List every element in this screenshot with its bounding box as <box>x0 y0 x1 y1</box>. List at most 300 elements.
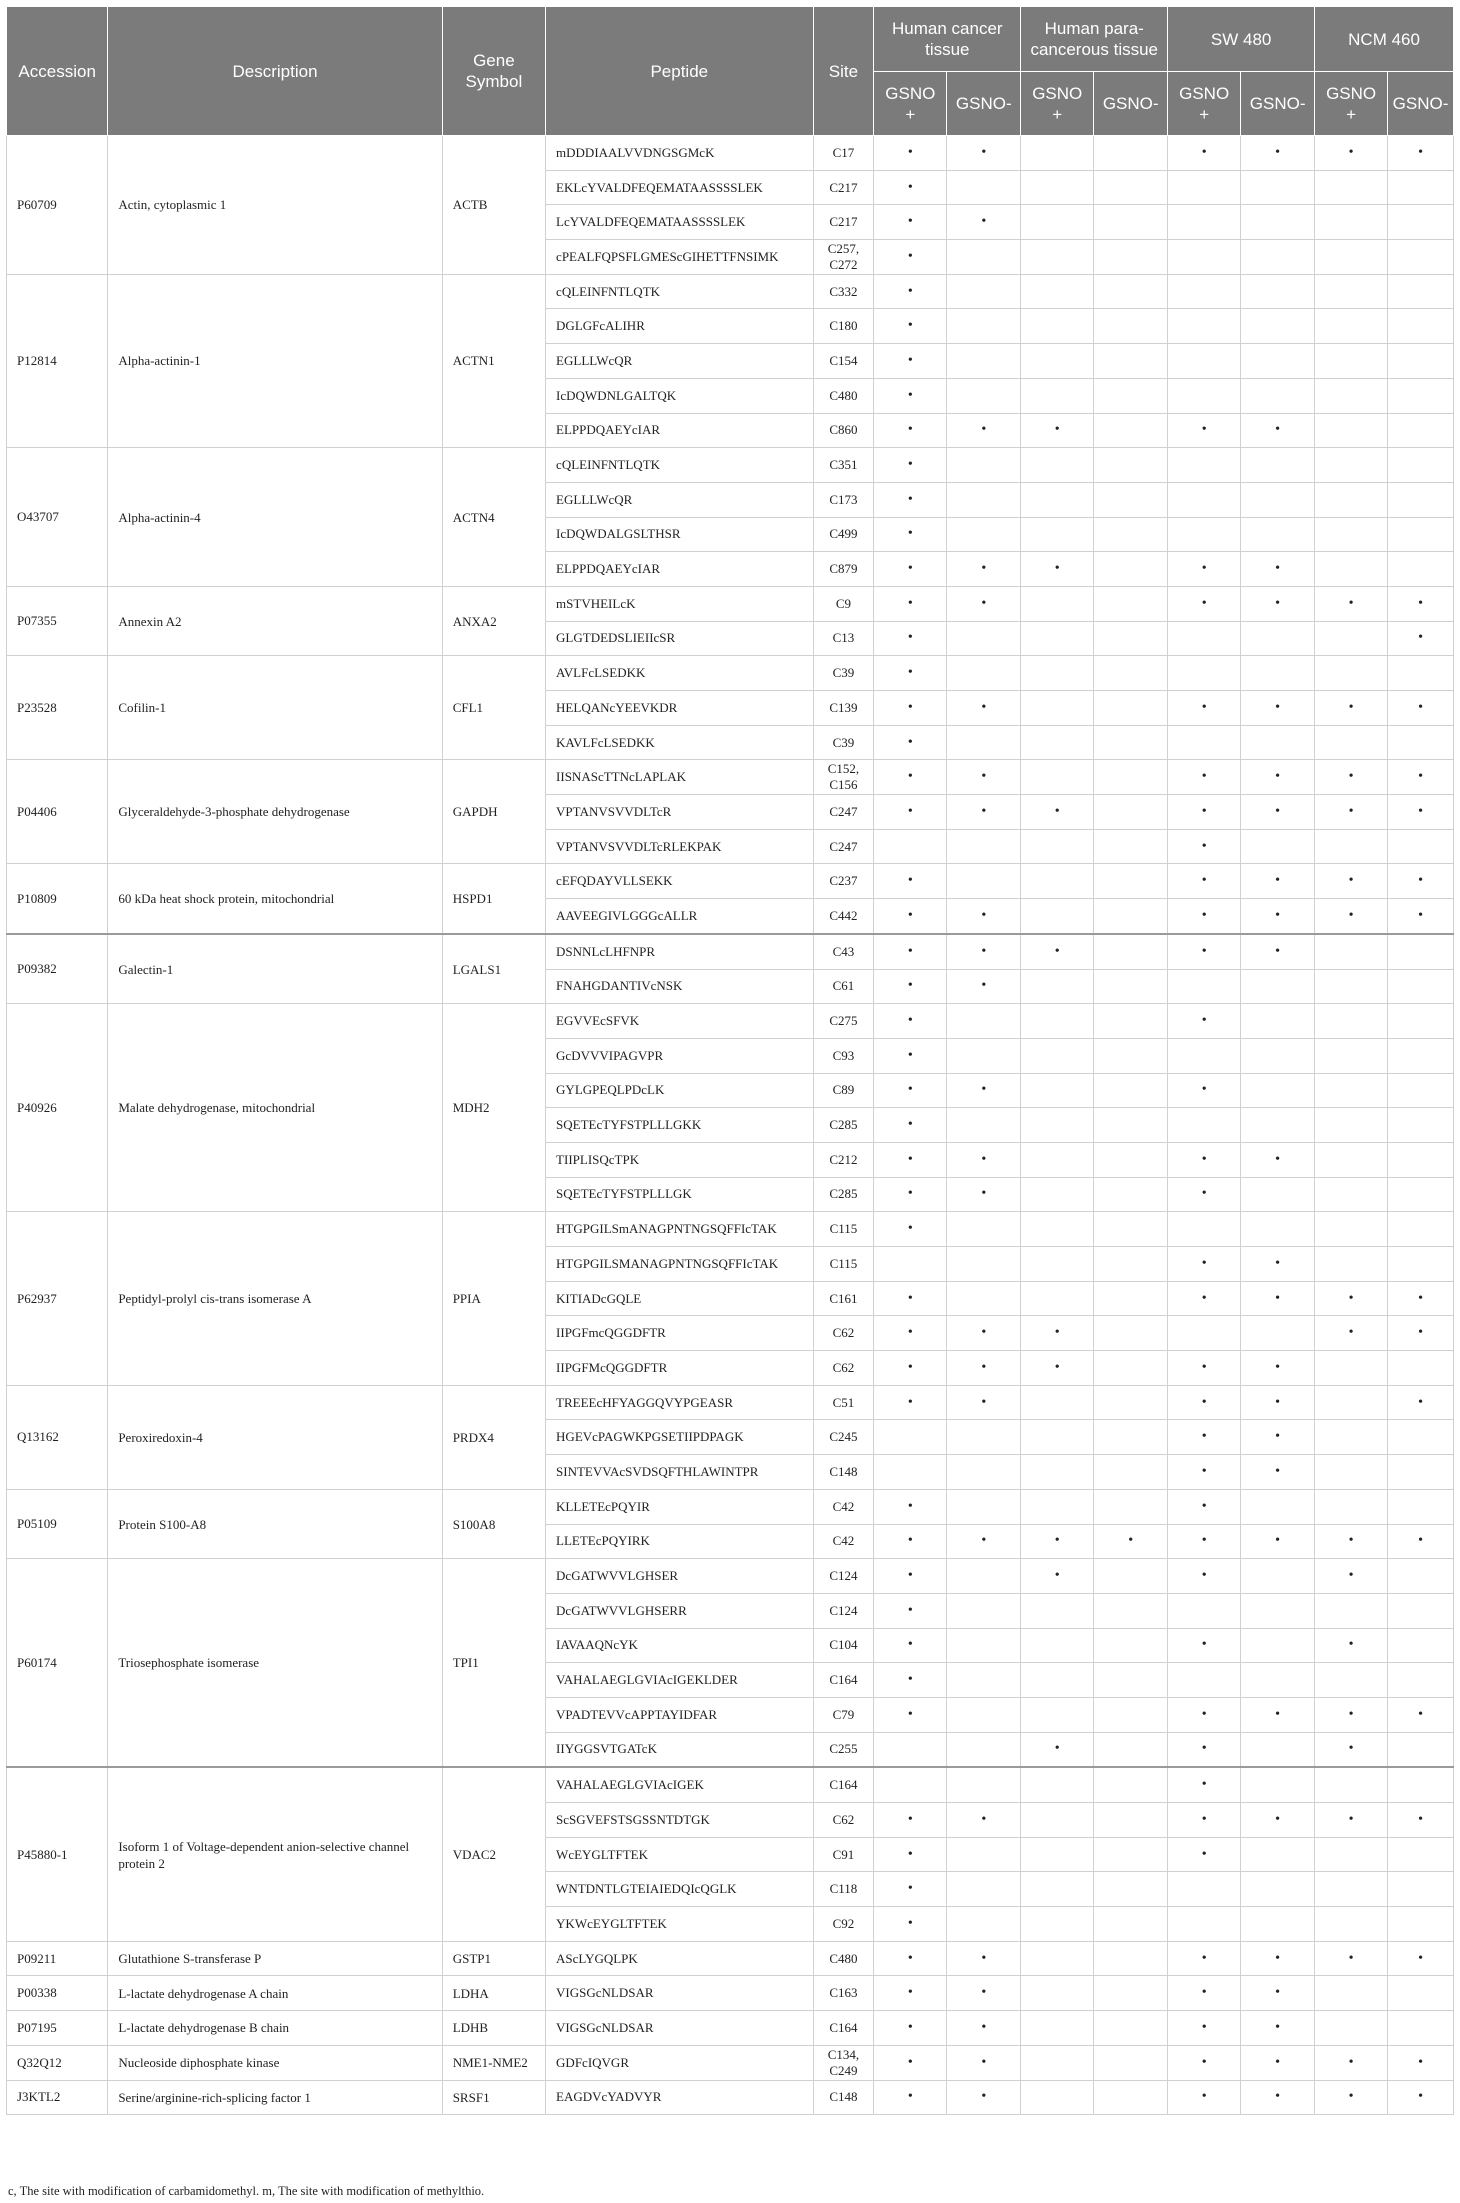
detection-cell <box>1021 1316 1094 1351</box>
detection-cell <box>1241 1559 1315 1594</box>
detection-cell <box>947 1385 1021 1420</box>
table-row <box>7 448 1454 483</box>
detection-cell <box>1315 1732 1388 1767</box>
detection-cell <box>1241 1316 1315 1351</box>
peptide-cell: mSTVHEILcK <box>546 586 814 621</box>
site-cell: C17 <box>813 136 874 171</box>
site-cell: C118 <box>813 1872 874 1907</box>
detection-cell <box>1168 240 1241 275</box>
detection-cell <box>1388 1907 1454 1942</box>
detection-cell <box>1168 517 1241 552</box>
table-row <box>7 1941 1454 1976</box>
gene-symbol-cell: LGALS1 <box>442 934 545 1004</box>
detection-cell <box>1388 1108 1454 1143</box>
detected-marker: • <box>981 907 987 923</box>
detection-cell <box>1168 829 1241 864</box>
detection-cell <box>1388 1004 1454 1039</box>
detection-cell <box>1021 205 1094 240</box>
detected-marker: • <box>1418 699 1423 715</box>
site-cell: C217 <box>813 205 874 240</box>
site-cell: C152, C156 <box>813 760 874 795</box>
detection-cell <box>1021 760 1094 795</box>
table-row <box>7 1767 1454 1802</box>
detected-marker: • <box>1201 422 1207 438</box>
accession-cell: P07355 <box>7 586 108 655</box>
accession-cell: P04406 <box>7 760 108 864</box>
detection-cell <box>1168 1663 1241 1698</box>
peptide-cell: IcDQWDALGSLTHSR <box>546 517 814 552</box>
detection-cell <box>1241 2080 1315 2115</box>
detection-cell <box>1388 1247 1454 1282</box>
detection-cell <box>1168 552 1241 587</box>
detected-marker: • <box>907 283 913 299</box>
detection-cell <box>1315 656 1388 691</box>
detection-cell <box>874 1004 947 1039</box>
detection-cell <box>1241 448 1315 483</box>
detection-cell <box>1094 1941 1168 1976</box>
detected-marker: • <box>1418 1394 1423 1410</box>
peptide-cell: VIGSGcNLDSAR <box>546 2011 814 2046</box>
peptide-cell: KITIADcGQLE <box>546 1281 814 1316</box>
detection-cell <box>1168 378 1241 413</box>
detection-cell <box>1168 136 1241 171</box>
detection-cell <box>1094 1385 1168 1420</box>
detected-marker: • <box>907 1325 913 1341</box>
detection-cell <box>1241 1524 1315 1559</box>
detection-cell <box>1021 309 1094 344</box>
detection-cell <box>1241 691 1315 726</box>
gene-symbol-cell: SRSF1 <box>442 2080 545 2115</box>
detection-cell <box>1021 586 1094 621</box>
detected-marker: • <box>1201 1741 1207 1757</box>
detection-cell <box>1315 1073 1388 1108</box>
detection-cell <box>1168 691 1241 726</box>
detected-marker: • <box>1275 2054 1281 2070</box>
detection-cell <box>1241 170 1315 205</box>
detected-marker: • <box>981 2089 987 2105</box>
detection-cell <box>1241 899 1315 934</box>
detected-marker: • <box>1201 2089 1207 2105</box>
detected-marker: • <box>907 978 913 994</box>
detection-cell <box>947 205 1021 240</box>
detection-cell <box>1241 1803 1315 1838</box>
detected-marker: • <box>1275 2089 1281 2105</box>
table-row <box>7 760 1454 795</box>
peptide-cell: AAVEEGIVLGGGcALLR <box>546 899 814 934</box>
detected-marker: • <box>1348 803 1354 819</box>
detection-cell <box>1241 969 1315 1004</box>
detection-cell <box>1021 621 1094 656</box>
detection-cell <box>1021 1837 1094 1872</box>
detection-cell <box>1021 1489 1094 1524</box>
header-peptide: Peptide <box>546 7 814 136</box>
site-cell: C255 <box>813 1732 874 1767</box>
site-cell: C442 <box>813 899 874 934</box>
detection-cell <box>1241 1385 1315 1420</box>
detection-cell <box>1241 1907 1315 1942</box>
header-site: Site <box>813 7 874 136</box>
table-row <box>7 1559 1454 1594</box>
description-cell: Annexin A2 <box>108 586 442 655</box>
detected-marker: • <box>1054 561 1060 577</box>
detected-marker: • <box>1201 1429 1207 1445</box>
detected-marker: • <box>1275 1811 1281 1827</box>
peptide-cell: ELPPDQAEYcIAR <box>546 413 814 448</box>
detected-marker: • <box>907 1533 913 1549</box>
detection-cell <box>947 378 1021 413</box>
gene-symbol-cell: LDHA <box>442 1976 545 2011</box>
peptide-cell: cPEALFQPSFLGMEScGIHETTFNSIMK <box>546 240 814 275</box>
accession-cell: P60174 <box>7 1559 108 1768</box>
detection-cell <box>1021 1351 1094 1386</box>
detection-cell <box>1168 2011 1241 2046</box>
description-cell: L-lactate dehydrogenase B chain <box>108 2011 442 2046</box>
detection-cell <box>1168 1593 1241 1628</box>
peptide-cell: LLETEcPQYIRK <box>546 1524 814 1559</box>
detection-cell <box>1021 378 1094 413</box>
detection-cell <box>1021 1524 1094 1559</box>
detected-marker: • <box>907 2019 913 2035</box>
detected-marker: • <box>1201 1151 1207 1167</box>
detected-marker: • <box>1418 144 1423 160</box>
detection-cell <box>874 691 947 726</box>
detection-cell <box>1021 934 1094 969</box>
detection-cell <box>874 1767 947 1802</box>
detection-cell <box>1168 725 1241 760</box>
detection-cell <box>1315 448 1388 483</box>
detected-marker: • <box>1275 1255 1281 1271</box>
detection-cell <box>1241 656 1315 691</box>
detection-cell <box>1094 829 1168 864</box>
accession-cell: P07195 <box>7 2011 108 2046</box>
detected-marker: • <box>907 248 913 264</box>
detection-cell <box>947 413 1021 448</box>
site-cell: C164 <box>813 2011 874 2046</box>
detection-cell <box>1241 725 1315 760</box>
detection-cell <box>1168 1108 1241 1143</box>
header-gsno-plus: GSNO + <box>1168 72 1241 136</box>
detection-cell <box>1168 1420 1241 1455</box>
detected-marker: • <box>907 1117 913 1133</box>
detection-cell <box>874 1837 947 1872</box>
detected-marker: • <box>981 1082 987 1098</box>
accession-cell: P23528 <box>7 656 108 760</box>
detection-cell <box>1388 969 1454 1004</box>
detection-cell <box>1241 1420 1315 1455</box>
peptide-cell: HTGPGILSMANAGPNTNGSQFFIcTAK <box>546 1247 814 1282</box>
detection-cell <box>947 1489 1021 1524</box>
detection-cell <box>1315 1420 1388 1455</box>
detected-marker: • <box>981 769 987 785</box>
peptide-cell: GYLGPEQLPDcLK <box>546 1073 814 1108</box>
detection-cell <box>1021 1247 1094 1282</box>
detected-marker: • <box>1201 2054 1207 2070</box>
table-row <box>7 2080 1454 2115</box>
detected-marker: • <box>1201 1846 1207 1862</box>
detection-cell <box>874 934 947 969</box>
detected-marker: • <box>981 1359 987 1375</box>
detection-cell <box>1388 586 1454 621</box>
peptide-cell: IISNAScTTNcLAPLAK <box>546 760 814 795</box>
detected-marker: • <box>907 1985 913 2001</box>
detection-cell <box>1021 1732 1094 1767</box>
detection-cell <box>1388 344 1454 379</box>
detection-cell <box>1241 378 1315 413</box>
detection-cell <box>1168 1628 1241 1663</box>
detection-cell <box>947 691 1021 726</box>
detection-cell <box>947 309 1021 344</box>
detection-cell <box>1315 829 1388 864</box>
detection-cell <box>1168 2045 1241 2080</box>
detection-cell <box>1241 1212 1315 1247</box>
detection-cell <box>1021 1907 1094 1942</box>
site-cell: C154 <box>813 344 874 379</box>
table-row <box>7 1004 1454 1039</box>
detection-cell <box>1021 482 1094 517</box>
table-row <box>7 864 1454 899</box>
accession-cell: P45880-1 <box>7 1767 108 1941</box>
site-cell: C879 <box>813 552 874 587</box>
description-cell: Galectin-1 <box>108 934 442 1004</box>
detection-cell <box>1315 344 1388 379</box>
detected-marker: • <box>1275 1151 1281 1167</box>
detection-cell <box>874 240 947 275</box>
detection-cell <box>1315 1872 1388 1907</box>
detection-cell <box>1094 969 1168 1004</box>
detection-cell <box>874 621 947 656</box>
detection-cell <box>1315 1489 1388 1524</box>
detection-cell <box>1168 482 1241 517</box>
detection-cell <box>874 1420 947 1455</box>
accession-cell: P62937 <box>7 1212 108 1385</box>
site-cell: C285 <box>813 1177 874 1212</box>
detection-cell <box>1168 1455 1241 1490</box>
detection-cell <box>947 829 1021 864</box>
detected-marker: • <box>1275 873 1281 889</box>
detection-cell <box>1388 691 1454 726</box>
detection-cell <box>1094 864 1168 899</box>
detection-cell <box>874 1177 947 1212</box>
detection-cell <box>947 1732 1021 1767</box>
detection-cell <box>1388 1732 1454 1767</box>
detected-marker: • <box>981 978 987 994</box>
detected-marker: • <box>907 803 913 819</box>
detection-cell <box>1315 2045 1388 2080</box>
detection-cell <box>1021 1593 1094 1628</box>
detected-marker: • <box>907 1637 913 1653</box>
detection-cell <box>947 586 1021 621</box>
site-cell: C180 <box>813 309 874 344</box>
peptide-cell: ScSGVEFSTSGSSNTDTGK <box>546 1803 814 1838</box>
table-row <box>7 274 1454 309</box>
site-cell: C480 <box>813 1941 874 1976</box>
detected-marker: • <box>1348 1637 1354 1653</box>
detection-cell <box>1241 621 1315 656</box>
gene-symbol-cell: GSTP1 <box>442 1941 545 1976</box>
detection-cell <box>874 2011 947 2046</box>
detection-cell <box>1094 1351 1168 1386</box>
detection-cell <box>1241 795 1315 830</box>
site-cell: C9 <box>813 586 874 621</box>
site-cell: C285 <box>813 1108 874 1143</box>
detection-cell <box>1094 1004 1168 1039</box>
detection-cell <box>874 1872 947 1907</box>
detection-cell <box>1241 1038 1315 1073</box>
detection-cell <box>874 725 947 760</box>
detection-cell <box>947 1073 1021 1108</box>
detection-cell <box>947 2045 1021 2080</box>
detection-cell <box>1021 2045 1094 2080</box>
site-cell: C91 <box>813 1837 874 1872</box>
detected-marker: • <box>907 1498 913 1514</box>
detection-cell <box>1241 2011 1315 2046</box>
detected-marker: • <box>907 1672 913 1688</box>
detection-cell <box>1094 344 1168 379</box>
detection-cell <box>1094 1108 1168 1143</box>
detected-marker: • <box>981 561 987 577</box>
site-cell: C62 <box>813 1316 874 1351</box>
detection-cell <box>1168 969 1241 1004</box>
detection-cell <box>1315 1177 1388 1212</box>
detection-cell <box>947 1976 1021 2011</box>
detection-cell <box>1388 1872 1454 1907</box>
detected-marker: • <box>907 1290 913 1306</box>
detection-cell <box>1315 691 1388 726</box>
detection-cell <box>874 2045 947 2080</box>
detection-cell <box>1388 552 1454 587</box>
peptide-cell: SINTEVVAcSVDSQFTHLAWINTPR <box>546 1455 814 1490</box>
detection-cell <box>1315 621 1388 656</box>
detection-cell <box>1168 1872 1241 1907</box>
detection-cell <box>1315 1524 1388 1559</box>
detected-marker: • <box>1201 1533 1207 1549</box>
detection-cell <box>1315 1559 1388 1594</box>
detection-cell <box>1168 1907 1241 1942</box>
site-cell: C860 <box>813 413 874 448</box>
detection-cell <box>874 1351 947 1386</box>
detected-marker: • <box>907 179 913 195</box>
detection-cell <box>1388 1663 1454 1698</box>
detected-marker: • <box>1201 1359 1207 1375</box>
peptide-cell: HTGPGILSmANAGPNTNGSQFFIcTAK <box>546 1212 814 1247</box>
detected-marker: • <box>907 1881 913 1897</box>
peptide-cell: GDFcIQVGR <box>546 2045 814 2080</box>
detected-marker: • <box>981 1811 987 1827</box>
detection-cell <box>1241 934 1315 969</box>
gene-symbol-cell: NME1-NME2 <box>442 2045 545 2080</box>
detected-marker: • <box>1418 1706 1423 1722</box>
detected-marker: • <box>907 595 913 611</box>
detected-marker: • <box>1275 769 1281 785</box>
detected-marker: • <box>1348 699 1354 715</box>
site-cell: C115 <box>813 1247 874 1282</box>
peptide-cell: VPADTEVVcAPPTAYIDFAR <box>546 1697 814 1732</box>
detected-marker: • <box>981 1394 987 1410</box>
detection-cell <box>1388 1559 1454 1594</box>
detection-cell <box>1021 899 1094 934</box>
detected-marker: • <box>907 1602 913 1618</box>
detection-cell <box>1315 205 1388 240</box>
detected-marker: • <box>1275 1290 1281 1306</box>
detection-cell <box>1094 1455 1168 1490</box>
detected-marker: • <box>1348 1741 1354 1757</box>
peptide-cell: KAVLFcLSEDKK <box>546 725 814 760</box>
detection-cell <box>1094 205 1168 240</box>
detection-cell <box>1315 1385 1388 1420</box>
detection-cell <box>1021 1108 1094 1143</box>
detected-marker: • <box>907 1151 913 1167</box>
peptide-cell: SQETEcTYFSTPLLLGK <box>546 1177 814 1212</box>
detection-cell <box>1241 482 1315 517</box>
site-cell: C42 <box>813 1489 874 1524</box>
detection-cell <box>874 274 947 309</box>
detected-marker: • <box>1348 1568 1354 1584</box>
detection-cell <box>1021 1385 1094 1420</box>
detected-marker: • <box>907 318 913 334</box>
detection-cell <box>1388 1489 1454 1524</box>
detected-marker: • <box>1201 144 1207 160</box>
detection-cell <box>1315 934 1388 969</box>
site-cell: C247 <box>813 829 874 864</box>
detection-cell <box>1388 1628 1454 1663</box>
peptide-cell: TREEEcHFYAGGQVYPGEASR <box>546 1385 814 1420</box>
detection-cell <box>1315 240 1388 275</box>
detection-cell <box>1094 1976 1168 2011</box>
detection-cell <box>1021 1767 1094 1802</box>
detection-cell <box>1388 1073 1454 1108</box>
gene-symbol-cell: CFL1 <box>442 656 545 760</box>
detected-marker: • <box>1275 1950 1281 1966</box>
detection-cell <box>1315 969 1388 1004</box>
detection-cell <box>1021 1941 1094 1976</box>
peptide-cell: WNTDNTLGTEIAIEDQIcQGLK <box>546 1872 814 1907</box>
detected-marker: • <box>907 1706 913 1722</box>
detection-cell <box>1388 1803 1454 1838</box>
detection-cell <box>947 795 1021 830</box>
detected-marker: • <box>1348 1811 1354 1827</box>
detection-cell <box>874 2080 947 2115</box>
detection-cell <box>1094 448 1168 483</box>
detected-marker: • <box>1201 1985 1207 2001</box>
detection-cell <box>874 1385 947 1420</box>
detection-cell <box>1021 1004 1094 1039</box>
header-group-para-cancerous: Human para-cancerous tissue <box>1021 7 1168 72</box>
detected-marker: • <box>1348 873 1354 889</box>
site-cell: C148 <box>813 2080 874 2115</box>
detected-marker: • <box>1418 630 1423 646</box>
detection-cell <box>1094 934 1168 969</box>
detection-cell <box>947 1907 1021 1942</box>
detected-marker: • <box>907 1568 913 1584</box>
detected-marker: • <box>1054 1568 1060 1584</box>
detection-cell <box>1168 934 1241 969</box>
detection-cell <box>874 1316 947 1351</box>
header-gsno-minus: GSNO- <box>1094 72 1168 136</box>
accession-cell: J3KTL2 <box>7 2080 108 2115</box>
detection-cell <box>1315 1004 1388 1039</box>
gene-symbol-cell: PRDX4 <box>442 1385 545 1489</box>
gene-symbol-cell: MDH2 <box>442 1004 545 1212</box>
detected-marker: • <box>981 214 987 230</box>
peptide-cell: mDDDIAALVVDNGSGMcK <box>546 136 814 171</box>
detection-cell <box>874 1142 947 1177</box>
detected-marker: • <box>1418 907 1423 923</box>
detection-cell <box>947 1038 1021 1073</box>
detected-marker: • <box>1418 595 1423 611</box>
detection-cell <box>1388 482 1454 517</box>
detected-marker: • <box>907 1013 913 1029</box>
detection-cell <box>1168 621 1241 656</box>
